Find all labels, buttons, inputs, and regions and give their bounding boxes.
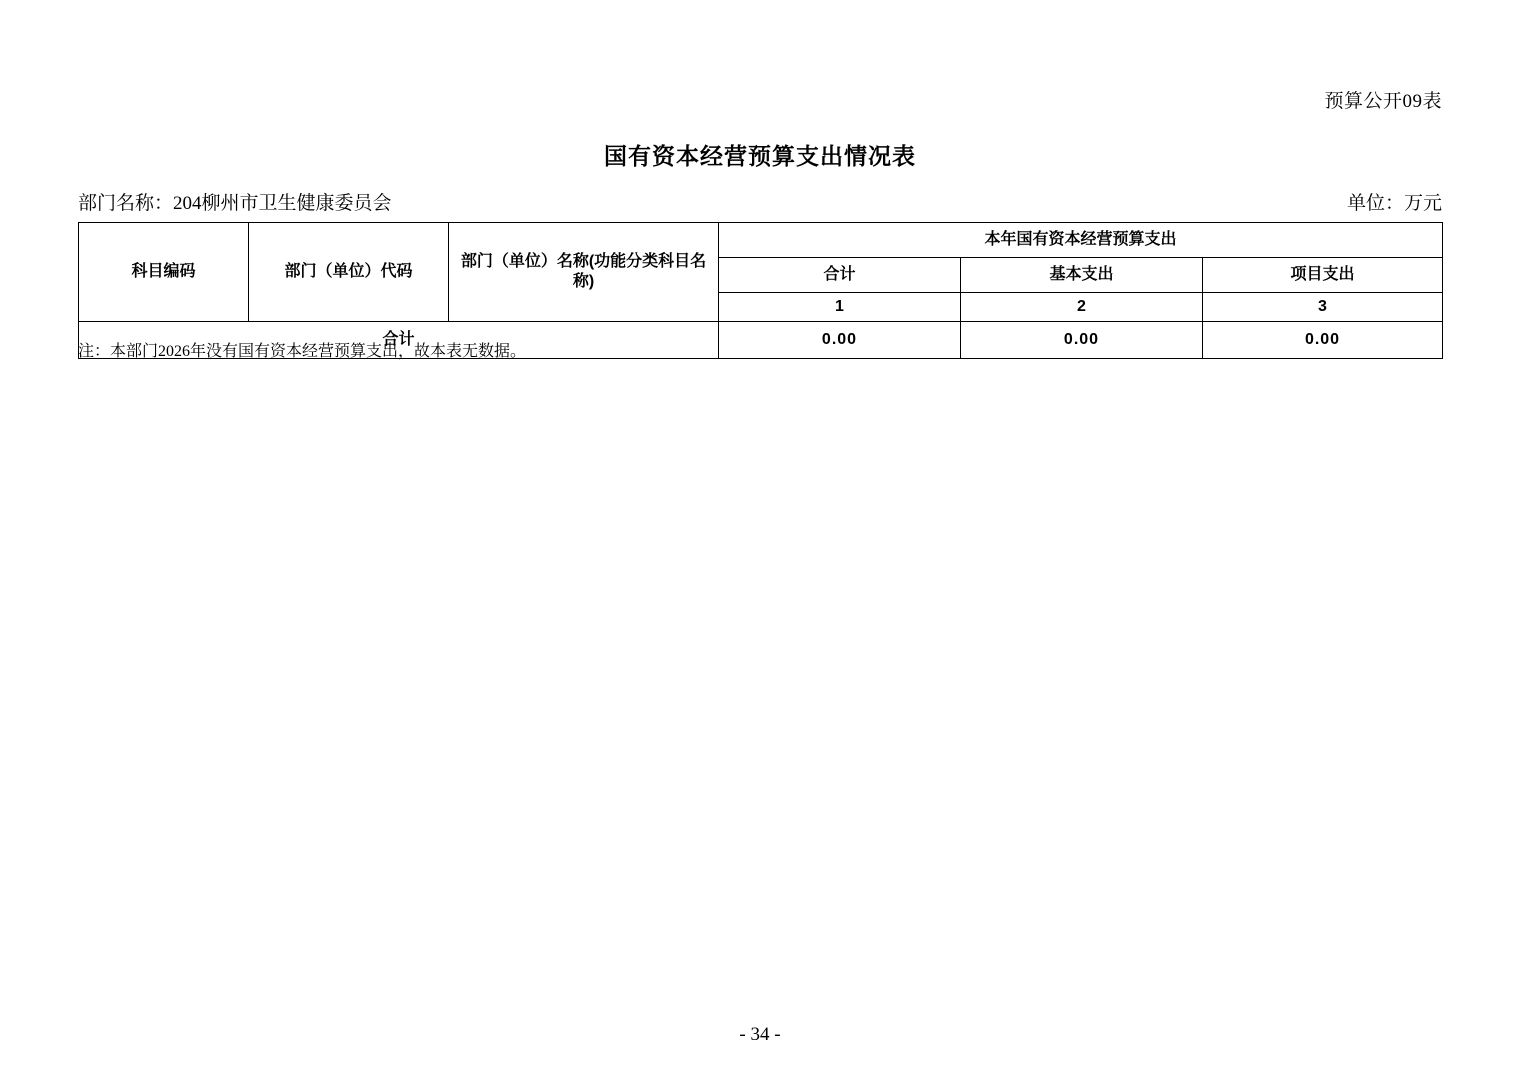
meta-row (78, 188, 1442, 214)
unit-label: 单位：万元 (1346, 193, 1442, 214)
column-header-total: 合计 (719, 258, 961, 293)
page-number: - 34 - (739, 1024, 781, 1045)
column-header-dept-name-func: 部门（单位）名称(功能分类科目名称) (449, 223, 719, 322)
column-number-3: 3 (1203, 293, 1443, 322)
table-note: 注：本部门2026年没有国有资本经营预算支出，故本表无数据。 (78, 343, 527, 360)
total-row-basic-value: 0.00 (961, 322, 1203, 359)
total-row-project-value: 0.00 (1203, 322, 1443, 359)
total-row-label: 合计 (79, 322, 719, 359)
form-code-label: 预算公开09表 (1324, 91, 1442, 112)
column-number-1: 1 (719, 293, 961, 322)
column-header-basic: 基本支出 (961, 258, 1203, 293)
column-number-2: 2 (961, 293, 1203, 322)
page-title: 国有资本经营预算支出情况表 (604, 143, 916, 169)
department-name: 204柳州市卫生健康委员会 (173, 193, 392, 214)
column-header-subject-code: 科目编码 (79, 223, 249, 322)
column-header-project: 项目支出 (1203, 258, 1443, 293)
column-header-dept-code: 部门（单位）代码 (249, 223, 449, 322)
department-line (78, 188, 392, 215)
total-row-total-value: 0.00 (719, 322, 961, 359)
department-label: 部门名称： (78, 193, 174, 214)
column-group-header-current-year: 本年国有资本经营预算支出 (719, 223, 1443, 258)
